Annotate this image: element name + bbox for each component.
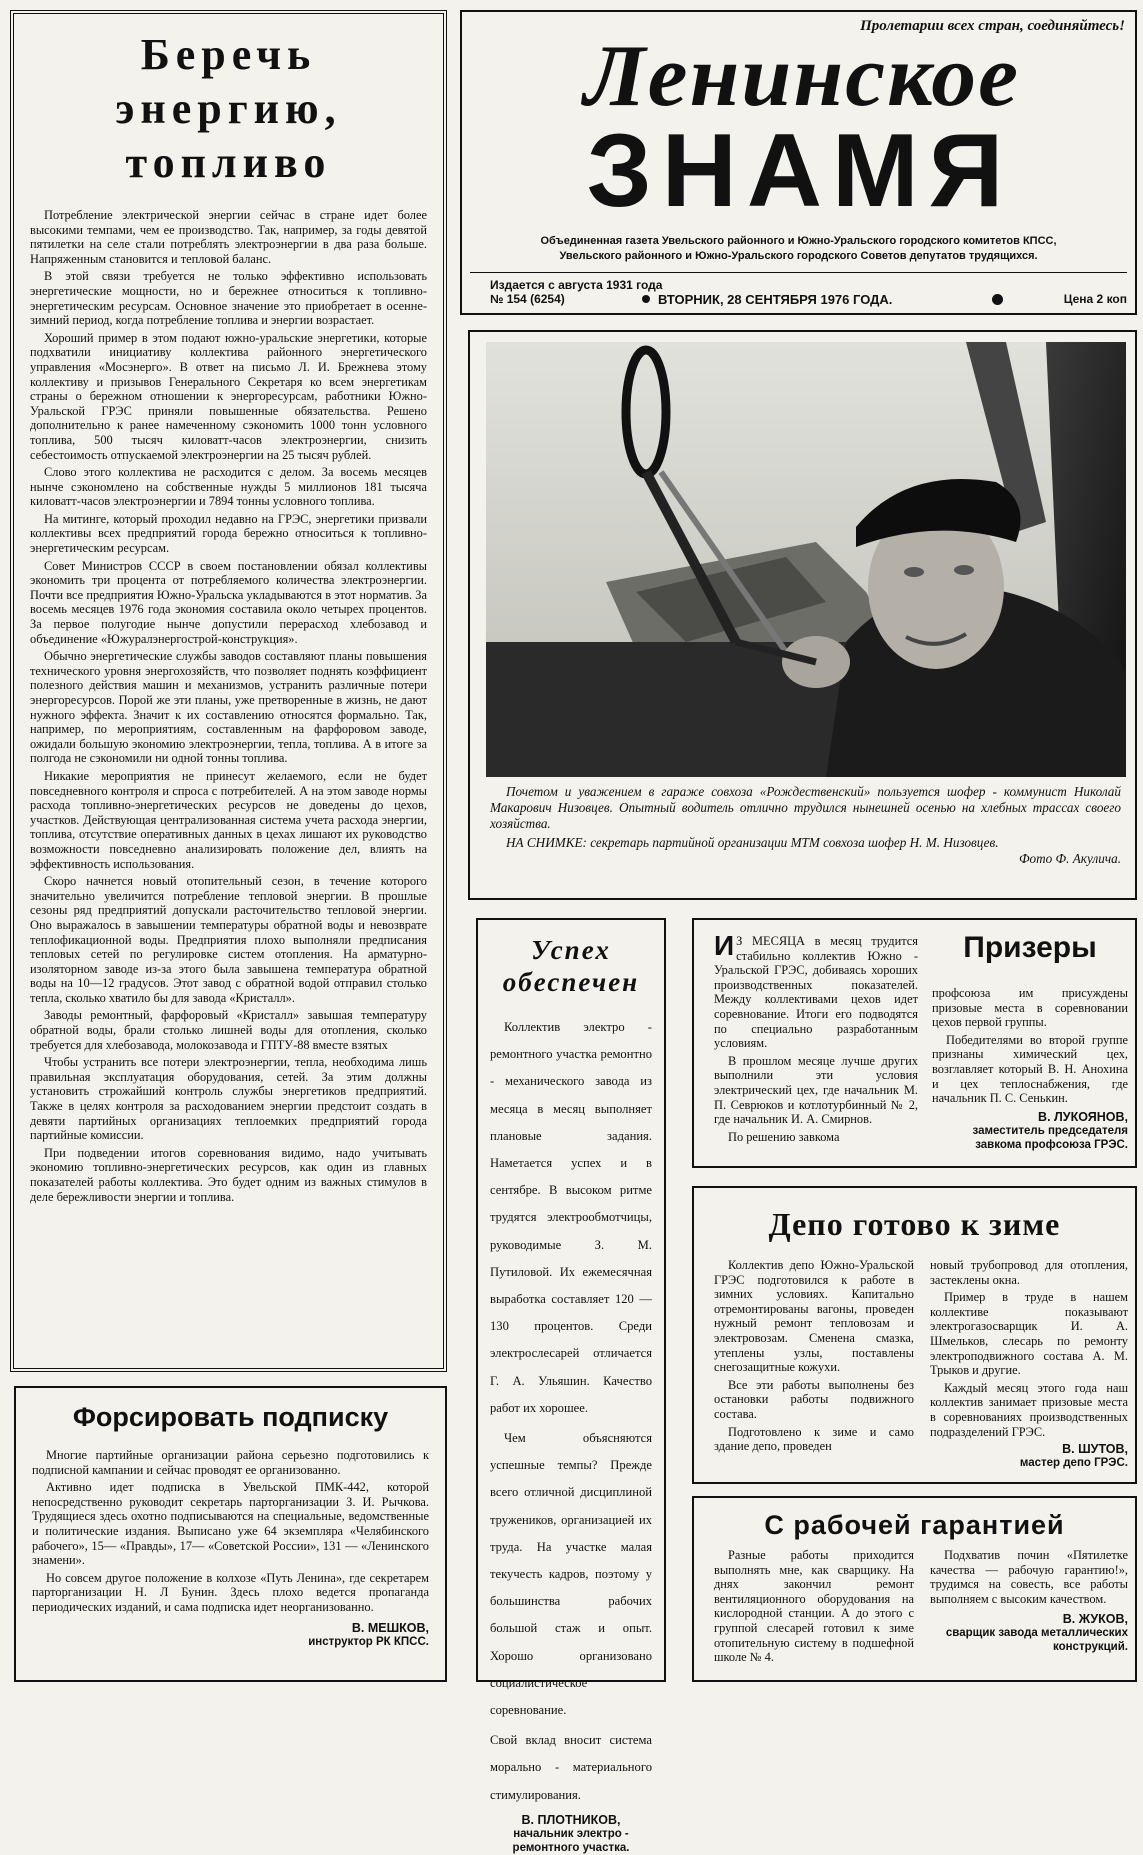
- guarantee-role: сварщик завода металлических конструкций.: [945, 1627, 1128, 1654]
- uspekh-body: [478, 1014, 664, 1855]
- article-title: [14, 28, 443, 190]
- photo-caption-text: Почетом и уважением в гараже совхоза «Рождественский» пользуется шофер - коммунист Николай Макарович Низовцев. Опытный водитель отлично трудился нынешней осенью на хлебных трассах своего хозяйства.: [490, 784, 1121, 831]
- article-paragraph: Слово этого коллектива не расходится с делом. За восемь месяцев нынче сэкономлено на собственные нужды 5 миллионов 181 тысяча киловатт-часов электроэнергии и 7894 тонны условного топлива.: [30, 465, 427, 509]
- subscription-paragraph: Многие партийные организации района серьезно подготовились к подписной кампании и сейчас проводят ее организованно.: [32, 1448, 429, 1477]
- guarantee-title: С рабочей гарантией: [764, 1510, 1065, 1540]
- guarantee-paragraph: Разные работы приходится выполнять мне, как сварщику. На днях закончил ремонт вентиляционного оборудования на кислородной станции. А до этого с группой слесарей готовил к зиме отопительную систему в подшефной школе № 4.: [714, 1548, 914, 1665]
- guarantee-article: [692, 1496, 1137, 1682]
- article-paragraph: Совет Министров СССР в своем постановлении обязал коллективы экономить три процента от потребляемого количества электроэнергии. Почти все предприятия Южно-Уральска укладываются в этот норматив. За восемь месяцев 1976 года экономия составила около четырех процентов. За первое полугодие нынче допустили перерасход хлебозавод и объединение «Южуралэнергострой-конструкция».: [30, 558, 427, 646]
- masthead-subtitle-line-2: Увельского районного и Южно-Уральского городского Советов депутатов трудящихся.: [559, 250, 1038, 262]
- depot-title: Депо готово к зиме: [768, 1206, 1061, 1242]
- prizers-paragraph: В прошлом месяце лучше других выполнили эти условия электрический цех, где начальник М. П. Севрюков и котлотурбинный № 2, где начальник И. А. Смирнов.: [714, 1053, 918, 1127]
- depot-paragraph: Пример в труде в нашем коллективе показывают электрогазосварщик И. А. Шмельков, слесарь по ремонту электроподвижного состава А. М. Трыков и другие.: [930, 1290, 1128, 1378]
- article-title-line-2: энергию,: [115, 84, 342, 133]
- depot-paragraph: Каждый месяц этого года наш коллектив занимает призовые места в соревнованиях производственных подразделений ГРЭС.: [930, 1380, 1128, 1439]
- depot-article: [692, 1186, 1137, 1484]
- photo-block: [468, 330, 1137, 900]
- subscription-body: [16, 1448, 445, 1649]
- bullet-dot-icon: [992, 294, 1003, 305]
- uspekh-title-line-2: обеспечен: [502, 967, 640, 997]
- article-title-line-3: топливо: [125, 138, 332, 187]
- article-paragraph: В этой связи требуется не только эффективно использовать энергетические мощности, но и бережнее относиться к топливно-энергетическим ресурсам. Основное значение это приобретает в осенне-зимний период, когда потребление топлива и энергии возрастает.: [30, 269, 427, 328]
- prizers-signature: В. ЛУКОЯНОВ,: [1038, 1109, 1128, 1124]
- article-paragraph: Скоро начнется новый отопительный сезон, в течение которого значительно увеличится потребление тепловой энергии. В прошлые сезоны ряд предприятий допускали расточительство тепловой энергии. Оно выражалось в завышении температуры обратной воды и невозврате теплофикационной воды. Предприятия плохо выполняли предписания тепловых сетей по регулировке систем отопления. На арматурно-изоляторном заводе из-за этого была завышена температура обратной воды на 10—12 градусов. Этот завод с обратной водой отправил столько тепла, сколько хватило бы для завода «Кристалл».: [30, 874, 427, 1005]
- subscription-role: инструктор РК КПСС.: [308, 1635, 429, 1648]
- article-paragraph: Потребление электрической энергии сейчас в стране идет более высокими темпами, чем ее производство. Так, например, за годы девятой пятилетки на селе стали потреблять электроэнергии в два раза больше. Напряженным становится и тепловой баланс.: [30, 208, 427, 266]
- slogan: Пролетарии всех стран, соединяйтесь!: [860, 18, 1125, 34]
- article-paragraph: Хороший пример в этом подают южно-уральские энергетики, которые подхватили инициативу коллектива районного энергетического управления «Мосэнерго». В ответ на письмо Л. И. Брежнева этому коллективу и призывов Генерального Секретаря ко всем энергетикам страны о бережном отношении к энергоресурсам, работники Южно-Уральской ГРЭС приняли повышенные обязательства. Решено дополнительно к ранее намеченному сэкономить 1000 тонн условного топлива, 500 тысяч киловатт-часов электроэнергии, снизить себестоимость отпускаемой электроэнергии на 25 тысяч рублей.: [30, 330, 427, 462]
- photo-on-photo: НА СНИМКЕ: секретарь партийной организации МТМ совхоза шофер Н. М. Низовцев.: [506, 835, 999, 850]
- uspekh-paragraph: Чем объясняются успешные темпы? Прежде всего отличной дисциплиной тружеников, организацией их труда. На участке малая текучесть кадров, поэтому у большинства рабочих большой стаж и опыт. Хорошо организовано социалистическое соревнование.: [490, 1431, 652, 1718]
- uspekh-role: начальник электро - ремонтного участка.: [512, 1827, 630, 1854]
- article-title-line-1: Беречь: [140, 30, 317, 79]
- newspaper-title-line-2: ЗНАМЯ: [586, 113, 1014, 229]
- prizers-left-column: [714, 930, 918, 1147]
- article-paragraph: Никакие мероприятия не принесут желаемого, если не будет повседневного контроля и спроса с потребителей. А на этом заводе нормы расхода топливно-энергетических ресурсов не доведены до цехов, участков. Действующая централизованная система учета расхода энергии, топлива, отсутствие оперативных данных в цехах лишают их руководство возможности повседневно анализировать положение дел, влиять на эффективность использования.: [30, 768, 427, 871]
- depot-signature: В. ШУТОВ,: [1062, 1442, 1128, 1457]
- prizers-article: [692, 918, 1137, 1168]
- depot-left-column: [714, 1258, 914, 1457]
- prizers-title: Призеры: [963, 931, 1097, 964]
- photo-credit: Фото Ф. Акулича.: [1018, 851, 1121, 866]
- bullet-dot-icon: [642, 295, 650, 303]
- uspekh-paragraph: Свой вклад вносит система морально - материального стимулирования.: [490, 1733, 652, 1802]
- depot-right-column: [930, 1258, 1128, 1470]
- masthead-subtitle-line-1: Объединенная газета Увельского районного и Южно-Уральского городского комитетов КПСС,: [540, 235, 1057, 247]
- photo-caption: [490, 784, 1121, 867]
- article-paragraph: На митинге, который проходил недавно на ГРЭС, энергетики призвали коллективы всех предприятий города бережно относиться к топливно-энергетическим ресурсам.: [30, 511, 427, 556]
- guarantee-left-column: [714, 1548, 914, 1668]
- depot-paragraph: Коллектив депо Южно-Уральской ГРЭС подготовился к работе в зимних условиях. Капитально отремонтированы вагоны, проведен нужный ремонт тепловозам и электровозам. Сменена смазка, утеплены узлы, поставлены снегозащитные кожухи.: [714, 1258, 914, 1375]
- depot-paragraph: новый трубопровод для отопления, застеклены окна.: [930, 1258, 1128, 1287]
- subscription-paragraph: Активно идет подписка в Увельской ПМК-442, которой непосредственно руководит секретарь парторганизации З. И. Рычкова. Трудящиеся здесь охотно подписываются на специальные, ведомственные и политические издания. Выписано уже 64 экземпляра «Челябинского рабочего», 15— «Правды», 17— «Советской России», 131 — «Ленинского знамени».: [32, 1480, 429, 1568]
- masthead-subtitle: [472, 234, 1125, 264]
- uspekh-article: [476, 918, 666, 1854]
- prizers-paragraph: З МЕСЯЦА в месяц трудится стабильно коллектив Южно - Уральской ГРЭС, добиваясь хороших производственных показателей. Между коллективами цехов идет соревнование. Итоги его подводятся по специально разработанным условиям.: [714, 934, 918, 1051]
- main-article: [10, 10, 447, 1372]
- issue-info: [490, 278, 662, 306]
- uspekh-title-line-1: Успех: [531, 935, 611, 965]
- issue-price: Цена 2 коп: [1063, 292, 1127, 306]
- driver-photo: [486, 342, 1126, 777]
- subscription-paragraph: Но совсем другое положение в колхозе «Путь Ленина», где секретарем парторганизации Н. Л Бунин. Здесь плохо ведется пропаганда периодических изданий, и сама подписка идет неорганизованно.: [32, 1570, 429, 1614]
- guarantee-paragraph: Подхватив почин «Пятилетке качества — рабочую гарантию!», трудимся на совесть, все работы выполняем с высоким качеством.: [930, 1548, 1128, 1606]
- issue-number: № 154 (6254): [490, 292, 565, 306]
- prizers-right-column: [932, 928, 1128, 1152]
- article-body: [14, 208, 443, 1204]
- subscription-signature: В. МЕШКОВ,: [351, 1620, 429, 1635]
- uspekh-title: [478, 934, 664, 998]
- masthead-divider: [470, 272, 1127, 273]
- depot-paragraph: Подготовлено к зиме и само здание депо, проведен: [714, 1424, 914, 1454]
- article-paragraph: Чтобы устранить все потери электроэнергии, тепла, необходима лишь правильная эксплуатация оборудования, сетей. За этим должны установить строжайший контроль службы энергетиков предприятий. Также в целях контроля за расходованием энергии предстоит создать в девяти партийных организациях теплоемких предприятий города партийные комиссии.: [30, 1055, 427, 1143]
- issue-date: ВТОРНИК, 28 СЕНТЯБРЯ 1976 ГОДА.: [658, 292, 893, 307]
- newspaper-title-line-1: Ленинское: [583, 28, 1020, 125]
- uspekh-paragraph: Коллектив электро - ремонтного участка ремонтно - механического завода из месяца в месяц выполняет плановые задания. Наметается успех и в сентябре. В высоком ритме трудятся электрообмотчицы, руководимые З. М. Путиловой. Их ежемесячная выработка составляет 120 — 130 процентов. Среди электрослесарей отличается Г. А. Ульяшин. Качество работ их хорошее.: [490, 1020, 652, 1415]
- article-paragraph: Обычно энергетические службы заводов составляют планы повышения технического уровня энергохозяйств, что позволяет поднять коэффициент полезного действия машин и механизмов, устранить различные потери энергоресурсов. Порой же эти планы, уже претворенные в жизнь, не дают нужного эффекта. Значит к их составлению относятся формально. Так, например, по мероприятиям, составленным на фарфоровом заводе, ожидали большую экономию электроэнергии, тепла, топлива. А в итоге за полгода не сэкономили ни одной тонны топлива.: [30, 649, 427, 766]
- masthead: [460, 10, 1137, 315]
- subscription-title: Форсировать подписку: [72, 1402, 389, 1432]
- prizers-role: заместитель председателя завкома профсоюза ГРЭС.: [972, 1124, 1128, 1151]
- article-paragraph: Заводы ремонтный, фарфоровый «Кристалл» завышая температуру обратной воды, брали столько лишней воды для отопления, сколько требуется для хлебозавода, молокозавода и ГПТУ-88 вместе взятых: [30, 1008, 427, 1052]
- uspekh-signature: В. ПЛОТНИКОВ,: [521, 1812, 621, 1827]
- subscription-article: [14, 1386, 447, 1682]
- guarantee-signature: В. ЖУКОВ,: [1062, 1612, 1128, 1627]
- article-paragraph: При подведении итогов соревнования видимо, надо учитывать экономию топливно-энергетических ресурсов, как один из главных показателей работы коллектива. Это будет одним из важных стимулов в деле бережливости энергии и топлива.: [30, 1145, 427, 1204]
- depot-paragraph: Все эти работы выполнены без остановки работы подвижного состава.: [714, 1377, 914, 1421]
- published-since: Издается с августа 1931 года: [490, 278, 663, 292]
- prizers-paragraph: профсоюза им присуждены призовые места в соревновании цехов первой группы.: [932, 986, 1128, 1030]
- driver-photo-image: [486, 342, 1126, 777]
- prizers-paragraph: Победителями во второй группе признаны химический цех, возглавляет который В. Н. Анохина и цех теплоснабжения, где начальник П. С. Сенькин.: [932, 1032, 1128, 1106]
- prizers-paragraph: По решению завкома: [728, 1129, 840, 1144]
- guarantee-right-column: [930, 1548, 1128, 1654]
- prizers-dropcap: И: [714, 930, 735, 961]
- depot-role: мастер депо ГРЭС.: [1019, 1457, 1128, 1470]
